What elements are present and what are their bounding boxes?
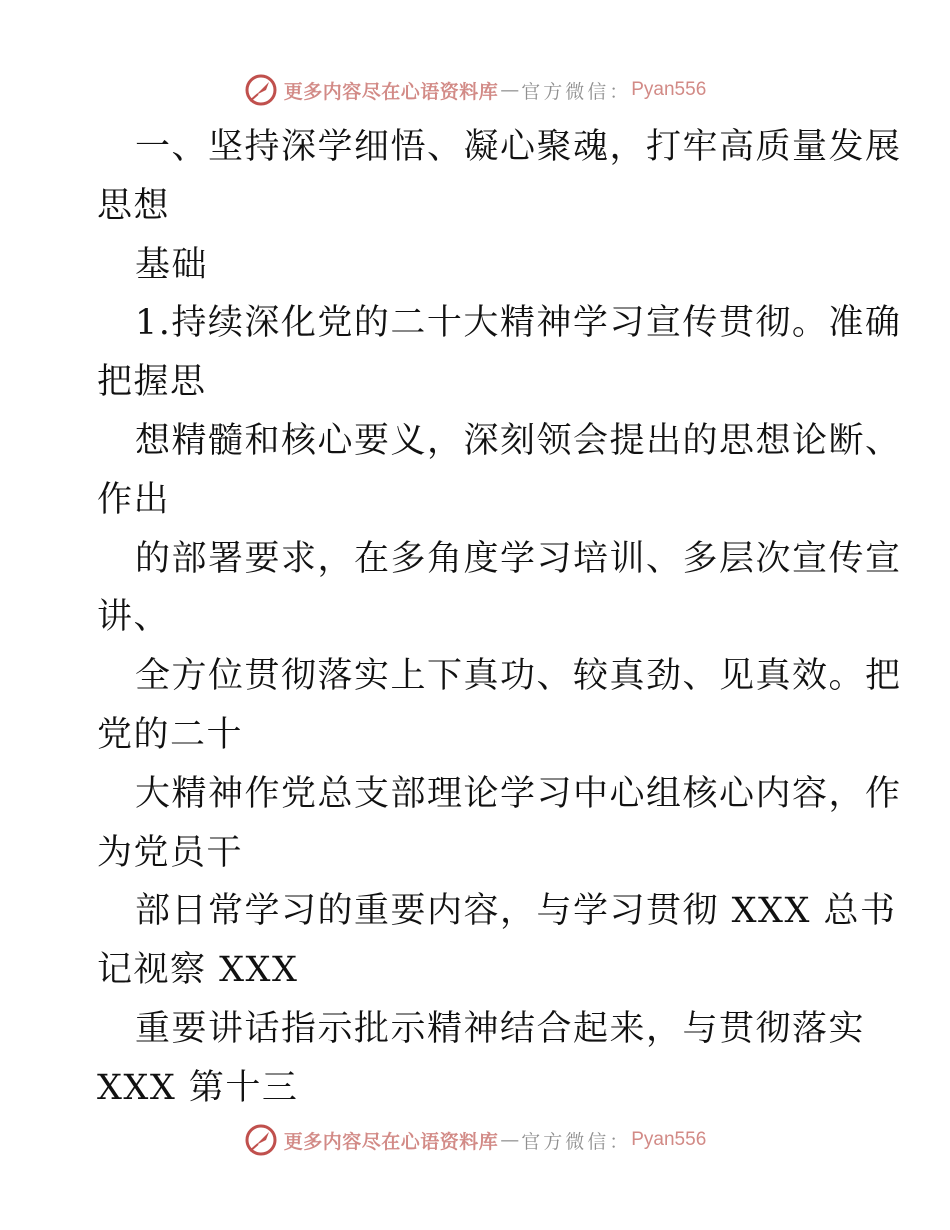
- header-watermark: [0, 70, 950, 110]
- text-line: 作出: [97, 479, 171, 520]
- text-line: 党的二十: [97, 714, 244, 755]
- watermark-site-text: 更多内容尽在心语资料库: [283, 1130, 499, 1153]
- text-line: 把握思: [97, 362, 207, 403]
- footer-watermark: [0, 1120, 950, 1160]
- text-line: 的部署要求，在多角度学习培训、多层次宣传宣: [135, 538, 902, 579]
- watermark-wechat-id: Pyan556: [631, 1129, 707, 1150]
- document-body: [97, 118, 902, 1118]
- text-line: 重要讲话指示批示精神结合起来，与贯彻落实: [135, 1008, 866, 1049]
- text-line: XXX 第十三: [97, 1067, 299, 1108]
- text-line: 大精神作党总支部理论学习中心组核心内容，作: [135, 773, 902, 814]
- text-line: 部日常学习的重要内容，与学习贯彻 XXX 总书: [135, 891, 897, 932]
- text-line: 一、坚持深学细悟、凝心聚魂，打牢高质量发展: [135, 127, 902, 167]
- watermark-wechat-id: Pyan556: [631, 79, 707, 100]
- watermark-site-text: 更多内容尽在心语资料库: [283, 80, 499, 103]
- text-line: 想精髓和核心要义，深刻领会提出的思想论断、: [135, 420, 902, 461]
- text-line: 为党员干: [97, 832, 244, 873]
- feather-logo-icon: [244, 73, 278, 107]
- watermark-official-label: 官方微信：: [521, 80, 632, 103]
- feather-logo-icon: [244, 1123, 278, 1157]
- watermark-separator: —: [500, 79, 520, 101]
- watermark-separator: —: [500, 1129, 520, 1151]
- text-line: 记视察 XXX: [97, 950, 299, 991]
- text-line: 全方位贯彻落实上下真功、较真劲、见真效。把: [135, 656, 902, 697]
- text-line: 讲、: [97, 597, 171, 638]
- watermark-official-label: 官方微信：: [521, 1130, 632, 1153]
- text-line: 1.持续深化党的二十大精神学习宣传贯彻。准确: [135, 303, 902, 344]
- text-line: 思想: [97, 185, 171, 226]
- text-line: 基础: [135, 244, 209, 285]
